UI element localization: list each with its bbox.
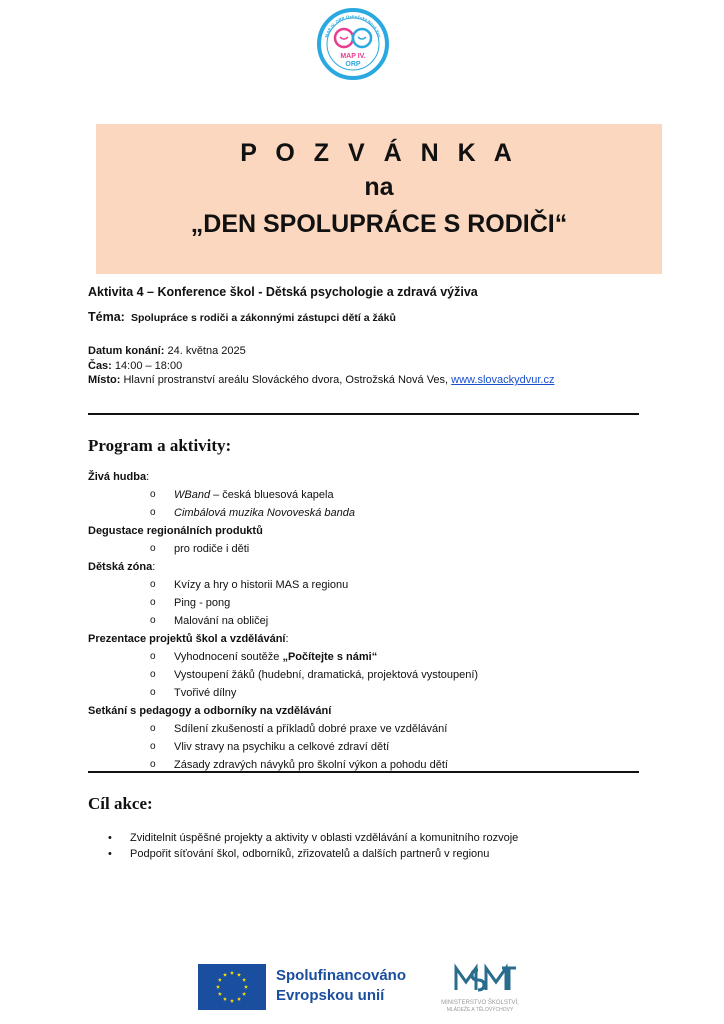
msmt-line-2: MLÁDEŽE A TĚLOVÝCHOVY (446, 1007, 514, 1013)
place-label: Místo: (88, 374, 121, 386)
program-list (88, 468, 648, 774)
category-kids-zone: Dětská zóna: (88, 561, 156, 573)
tema-label: Téma: (88, 310, 125, 324)
invitation-subtitle: na (364, 173, 394, 201)
logo-line-2: ORP (345, 61, 361, 68)
list-item: o Vyhodnocení soutěže „Počítejte s námi“ (150, 651, 378, 663)
list-item: o Kvízy a hry o historii MAS a regionu (150, 579, 349, 591)
logo-ring-text: MAP IV. ORP Ostrožská Nová Ves (323, 13, 383, 39)
list-item: o Vystoupení žáků (hudební, dramatická, projektová vystoupení) (150, 669, 479, 681)
divider (88, 413, 639, 415)
program-heading: Program a aktivity: (88, 436, 232, 455)
map-iv-logo-icon (317, 8, 389, 80)
msmt-line-1: MINISTERSTVO ŠKOLSTVÍ, (441, 1000, 519, 1006)
event-name: „DEN SPOLUPRÁCE S RODIČI“ (190, 210, 568, 238)
place-value: Hlavní prostranství areálu Slováckého dvora, Ostrožská Nová Ves, (123, 374, 449, 386)
time-value: 14:00 – 18:00 (114, 359, 183, 372)
website-link[interactable]: www.slovackydvur.cz (451, 374, 555, 386)
time-row (88, 359, 648, 374)
date-value: 24. května 2025 (167, 345, 246, 357)
category-tasting: Degustace regionálních produktů (88, 525, 263, 537)
tema-line (88, 310, 648, 326)
tema-value: Spolupráce s rodiči a zákonnými zástupci dětí a žáků (130, 312, 396, 324)
list-item: o pro rodiče i děti (150, 543, 250, 555)
place-row (88, 373, 648, 388)
list-item: • Zviditelnit úspěšné projekty a aktivity v oblasti vzdělávání a komunitního rozvoje (108, 832, 519, 844)
logo-line-1: MAP IV. (340, 53, 366, 60)
list-item: o Zásady zdravých návyků pro školní výkon a pohodu dětí (150, 759, 448, 771)
goal-list (108, 830, 648, 862)
list-item: o Cimbálová muzika Novoveská banda (150, 507, 355, 519)
list-item: o Sdílení zkušeností a příkladů dobré praxe ve vzdělávání (150, 723, 448, 735)
category-live-music: Živá hudba: (88, 471, 150, 483)
list-item: o WBand – česká bluesová kapela (150, 489, 334, 501)
divider (88, 771, 639, 773)
list-item: o Tvořivé dílny (150, 687, 237, 699)
list-item: o Ping - pong (150, 597, 231, 609)
category-school-projects: Prezentace projektů škol a vzdělávání: (88, 633, 289, 645)
list-item: • Podpořit síťování škol, odborníků, zřizovatelů a dalších partnerů v regionu (108, 848, 490, 860)
activity-line: Aktivita 4 – Konference škol - Dětská psychologie a zdravá výživa (88, 285, 478, 299)
list-item: o Vliv stravy na psychiku a celkové zdraví dětí (150, 741, 390, 753)
time-label: Čas: (88, 359, 112, 372)
list-item: o Malování na obličej (150, 615, 269, 627)
category-teachers-meeting: Setkání s pedagogy a odborníky na vzdělávání (88, 705, 332, 717)
date-row (88, 344, 648, 359)
eu-cofinanced-text: Spolufinancováno Evropskou unií (276, 967, 407, 1004)
invitation-title: P O Z V Á N K A (240, 139, 518, 167)
invitation-banner (96, 124, 662, 274)
eu-flag-icon (198, 964, 266, 1010)
msmt-logo-icon (426, 960, 534, 1016)
event-details (88, 344, 648, 388)
goal-heading: Cíl akce: (88, 794, 153, 813)
date-label: Datum konání: (88, 345, 165, 357)
